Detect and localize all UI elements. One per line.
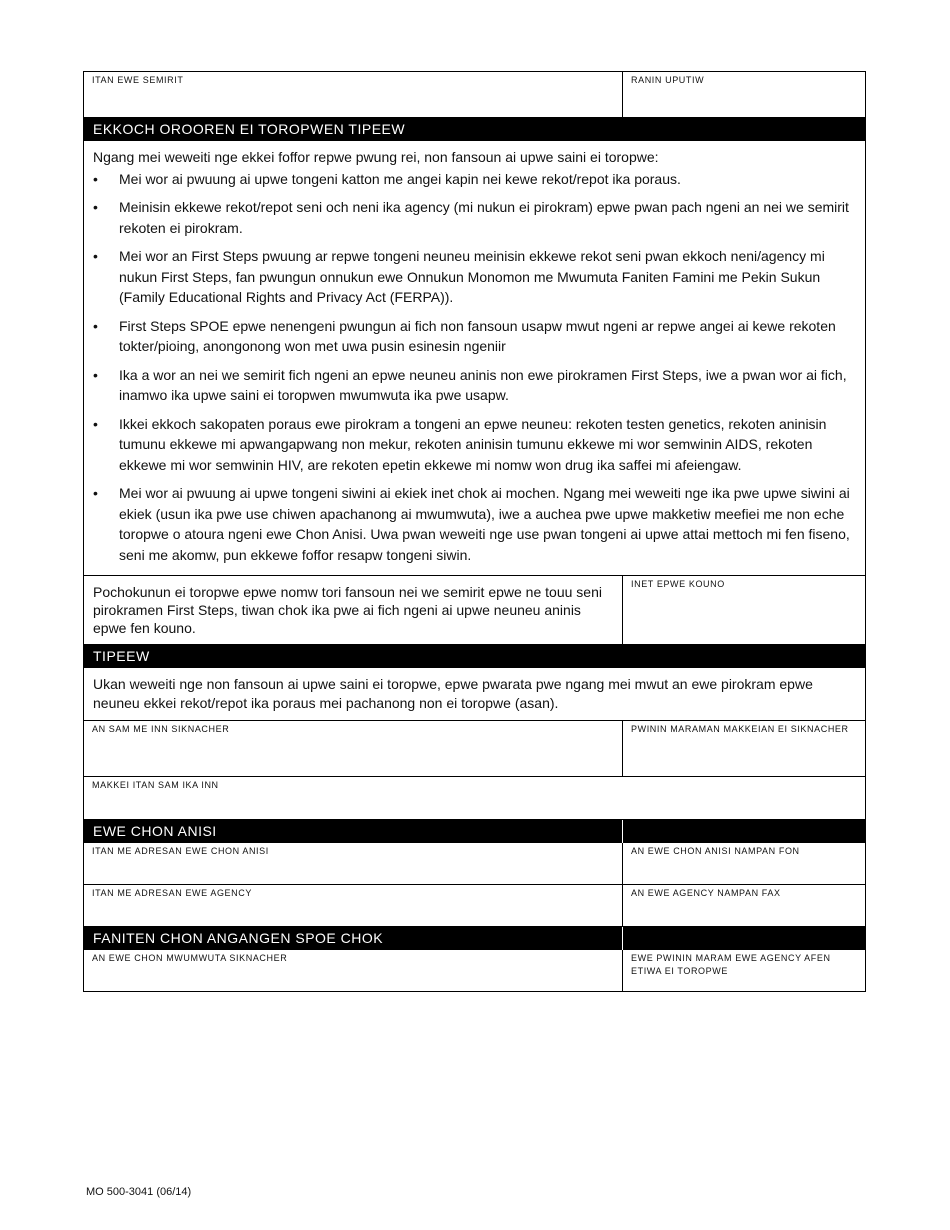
expiry-text-cell bbox=[84, 576, 623, 644]
spoe-signature-field[interactable] bbox=[84, 950, 623, 991]
agency-fax-label: AN EWE AGENCY NAMPAN FAX bbox=[631, 888, 781, 898]
parent-name-label: MAKKEI ITAN SAM IKA INN bbox=[92, 780, 219, 790]
bullet-item: • Mei wor ai pwuung ai upwe tongeni siwini ai ekiek inet chok ai mochen. Ngang mei weweiti nge ika pwe upwe siwini ai ekiek (usun ika pwe use chiwen apachanong ai mwumwuta), iwe a auchea pwe upwe makketiw meefiei me non eche toropwe o atoura ngeni ewe Chon Anisi. Uwa pwan weweiti nge use pwan tongeni ai upwe attai mettoch mi fen fiseno, seni me akomw, pun ekkewe foffor resapw tongeni siwin. bbox=[93, 483, 856, 565]
consent-statement bbox=[84, 668, 865, 720]
student-name-label: ITAN EWE SEMIRIT bbox=[92, 75, 184, 85]
agency-name-address-field[interactable] bbox=[84, 885, 623, 926]
consent-header: TIPEEW bbox=[84, 645, 865, 668]
bullet-item: • First Steps SPOE epwe nenengeni pwungun ai fich non fansoun usapw mwut ngeni ar repwe angei ai kewe rekoten tokter/pioing, anongonong won met uwa pusin esinesin ngeniir bbox=[93, 316, 856, 357]
signature-date-label: PWININ MARAMAN MAKKEIAN EI SIKNACHER bbox=[631, 724, 849, 734]
parent-signature-label: AN SAM ME INN SIKNACHER bbox=[92, 724, 230, 734]
consent-form bbox=[83, 71, 866, 992]
consent-statement-row bbox=[84, 668, 865, 721]
bullet-item: • Ikkei ekkoch sakopaten poraus ewe pirokram a tongeni an epwe neuneu: rekoten testen genetics, rekoten aninisin tumunu ekkewe mi apwangapwang non mekur, rekoten aninisin tumunu ekkewe mi wor semwinin AIDS, rekoten ekkewe mi wor semwinin HIV, are rekoten epetin ekkewe mi nomw won drug ika saffei mi afeiengaw. bbox=[93, 414, 856, 476]
header-spacer bbox=[623, 927, 865, 950]
spoe-title: FANITEN CHON ANGANGEN SPOE CHOK bbox=[84, 927, 623, 950]
coordinator-phone-label: AN EWE CHON ANISI NAMPAN FON bbox=[631, 846, 800, 856]
form-number: MO 500-3041 (06/14) bbox=[86, 1186, 192, 1198]
bullet-item: • Mei wor an First Steps pwuung ar repwe tongeni neuneu meinisin ekkewe rekot seni pwan ekkoch neni/agency mi nukun First Steps, fan pwungun onnukun ewe Onnukun Monomon me Mwumuta Faniten Famini me Pekin Sukun (Family Educational Rights and Privacy Act (FERPA)). bbox=[93, 246, 856, 308]
student-name-field[interactable] bbox=[84, 72, 623, 117]
bullet-item: • Ika a wor an nei we semirit fich ngeni an epwe neuneu aninis non ewe pirokramen First Steps, iwe a pwan wor ai fich, inamwo ika upwe saini ei toropwen mwumwuta ika pwe usapw. bbox=[93, 365, 856, 406]
agency-fax-field[interactable] bbox=[623, 885, 865, 926]
parent-name-row bbox=[84, 777, 865, 820]
expiry-row bbox=[84, 576, 865, 645]
agency-row bbox=[84, 885, 865, 927]
expiry-text: Pochokunun ei toropwe epwe nomw tori fansoun nei we semirit epwe ne touu seni pirokramen First Steps, tiwan chok ika pwe ai fich ngeni ai upwe neuneu aninis epwe fen kouno. bbox=[93, 584, 602, 636]
consent-statement-text: Ukan weweiti nge non fansoun ai upwe saini ei toropwe, epwe pwarata pwe ngang mei mwut an ewe pirokram epwe neuneu ekkei rekot/repot ika poraus mei pachanong non ei toropwe (asan). bbox=[93, 676, 813, 711]
coordinator-row bbox=[84, 843, 865, 885]
service-coordinator-header bbox=[84, 820, 865, 843]
consent-bullet-list bbox=[93, 169, 856, 566]
consent-section-header: EKKOCH OROOREN EI TOROPWEN TIPEEW bbox=[84, 118, 865, 141]
spoe-header bbox=[84, 927, 865, 950]
coordinator-name-address-label: ITAN ME ADRESAN EWE CHON ANISI bbox=[92, 846, 269, 856]
signature-row bbox=[84, 721, 865, 777]
header-spacer bbox=[623, 820, 865, 843]
consent-intro: Ngang mei weweiti nge ekkei foffor repwe pwung rei, non fansoun ai upwe saini ei toropwe: bbox=[93, 149, 659, 165]
id-number-field[interactable] bbox=[623, 72, 865, 117]
consent-terms bbox=[84, 141, 865, 575]
agency-name-address-label: ITAN ME ADRESAN EWE AGENCY bbox=[92, 888, 252, 898]
consent-terms-row bbox=[84, 141, 865, 576]
coordinator-name-address-field[interactable] bbox=[84, 843, 623, 884]
parent-signature-field[interactable] bbox=[84, 721, 623, 776]
service-coordinator-title: EWE CHON ANISI bbox=[84, 820, 623, 843]
parent-name-field[interactable] bbox=[84, 777, 865, 819]
spoe-received-date-field[interactable] bbox=[623, 950, 865, 991]
coordinator-phone-field[interactable] bbox=[623, 843, 865, 884]
spoe-signature-label: AN EWE CHON MWUMWUTA SIKNACHER bbox=[92, 953, 288, 963]
id-number-label: RANIN UPUTIW bbox=[631, 75, 705, 85]
student-info-row bbox=[84, 72, 865, 118]
spoe-row bbox=[84, 950, 865, 991]
expiry-date-field[interactable] bbox=[623, 576, 865, 644]
expiry-date-label: INET EPWE KOUNO bbox=[631, 579, 725, 589]
bullet-item: • Meinisin ekkewe rekot/repot seni och neni ika agency (mi nukun ei pirokram) epwe pwan pach ngeni an nei we semirit rekoten ei pirokram. bbox=[93, 197, 856, 238]
bullet-item: • Mei wor ai pwuung ai upwe tongeni katton me angei kapin nei kewe rekot/repot ika poraus. bbox=[93, 169, 856, 190]
signature-date-field[interactable] bbox=[623, 721, 865, 776]
spoe-received-date-label: EWE PWININ MARAM EWE AGENCY AFEN ETIWA EI TOROPWE bbox=[631, 953, 831, 976]
